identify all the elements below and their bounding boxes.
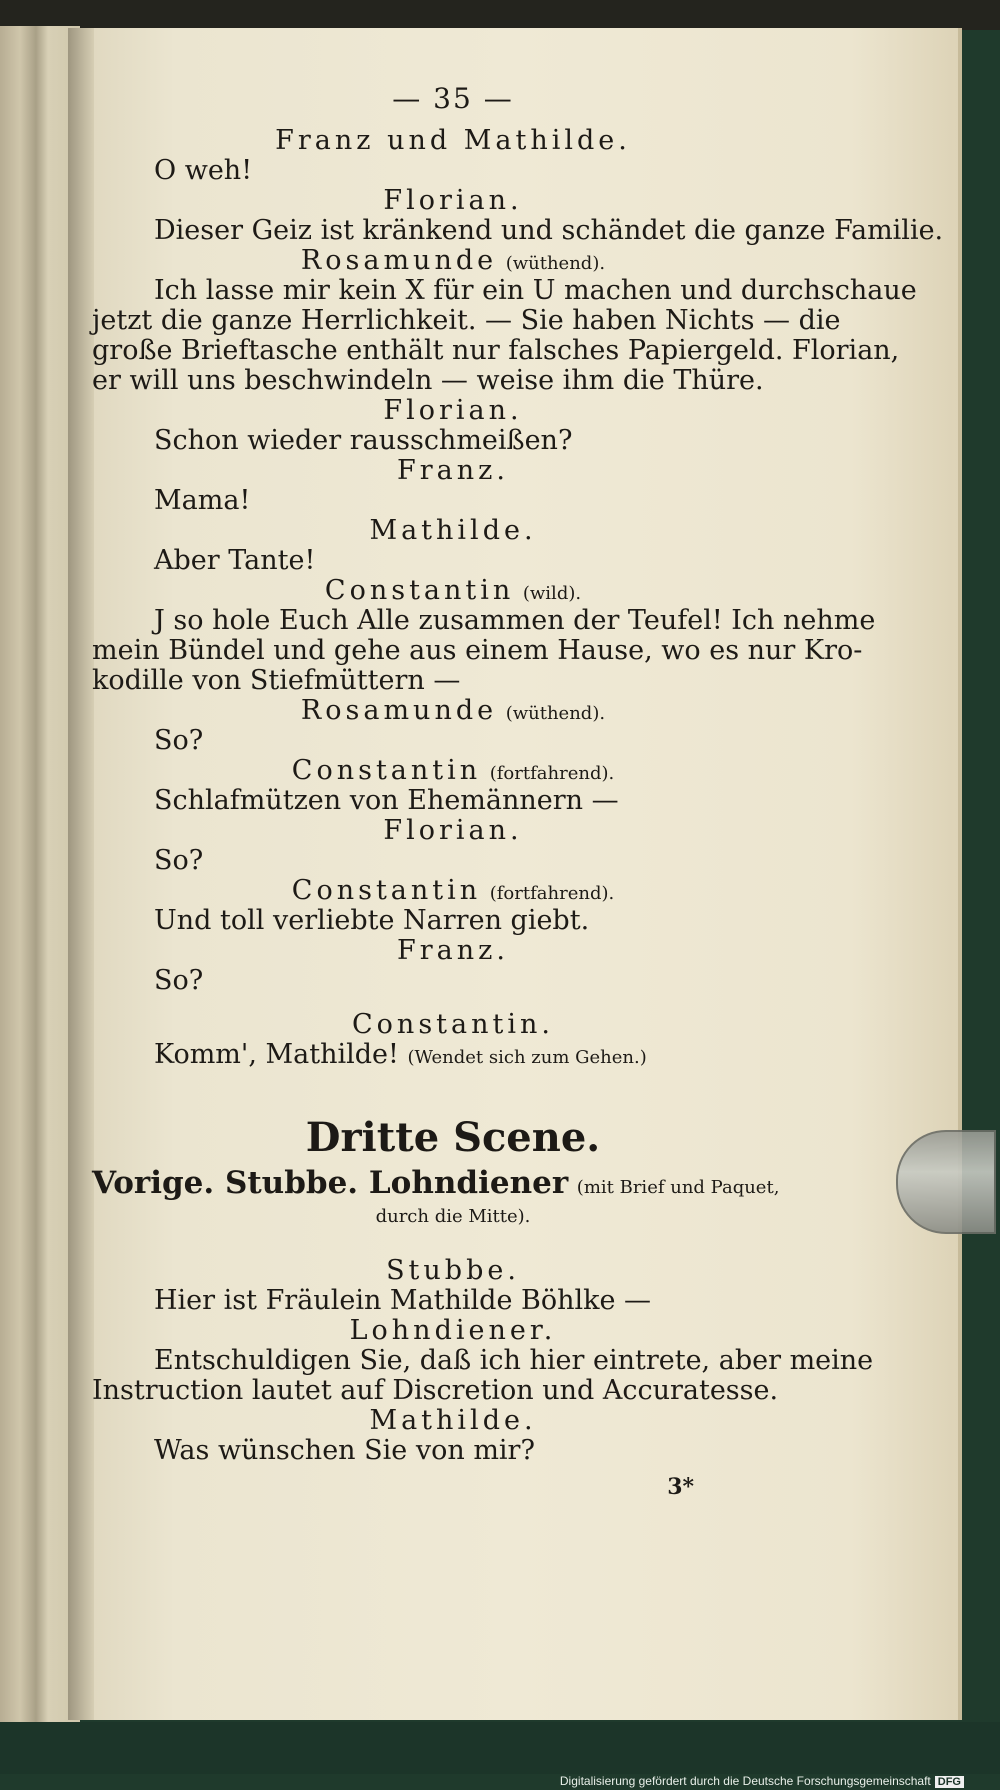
stage-direction: (Wendet sich zum Gehen.) xyxy=(407,1047,647,1068)
stage-direction: (fortfahrend). xyxy=(489,883,615,904)
dialogue-line: Dieser Geiz ist kränkend und schändet die ganze Familie. xyxy=(154,215,944,246)
dialogue-line: Ich lasse mir kein X für ein U machen und durchschaue xyxy=(154,275,917,306)
dialogue-line: er will uns beschwindeln — weise ihm die Thüre. xyxy=(92,365,764,396)
dialogue-text: Komm', Mathilde! xyxy=(154,1039,399,1070)
speaker-label: Mathilde. xyxy=(369,1405,537,1436)
speaker-label: Mathilde. xyxy=(369,515,537,546)
dialogue-line: Was wünschen Sie von mir? xyxy=(154,1435,535,1466)
scan-bottom-border xyxy=(0,1722,1000,1774)
signature-mark: 3* xyxy=(667,1474,694,1500)
speaker-name: Rosamunde xyxy=(300,245,498,276)
speaker-label: Franz und Mathilde. xyxy=(275,125,631,156)
dialogue-line: Entschuldigen Sie, daß ich hier eintrete, aber meine xyxy=(154,1345,874,1376)
speaker-name: Rosamunde xyxy=(300,695,498,726)
dialogue-line: Schon wieder rausschmeißen? xyxy=(154,425,573,456)
speaker-label: Stubbe. xyxy=(386,1255,520,1286)
page-text xyxy=(92,82,944,1502)
speaker-label xyxy=(92,876,814,906)
dialogue-line: Aber Tante! xyxy=(154,545,316,576)
speaker-label: Lohndiener. xyxy=(349,1315,557,1346)
speaker-label xyxy=(92,696,814,726)
stage-direction: (wüthend). xyxy=(505,703,606,724)
dialogue-line: Mama! xyxy=(154,485,251,516)
speaker-name: Constantin xyxy=(291,755,482,786)
speaker-label: Florian. xyxy=(383,185,523,216)
dialogue-line xyxy=(92,1040,814,1070)
scan-top-border xyxy=(0,0,1000,30)
cast-names: Vorige. Stubbe. Lohndiener xyxy=(92,1165,569,1201)
page-number: — 35 — xyxy=(392,82,514,115)
speaker-label: Florian. xyxy=(383,815,523,846)
speaker-label xyxy=(92,756,814,786)
dialogue-line: kodille von Stiefmüttern — xyxy=(92,665,461,696)
credit-text: Digitalisierung gefördert durch die Deutsche Forschungsgemeinschaft xyxy=(559,1774,931,1788)
dialogue-line: große Brieftasche enthält nur falsches Papiergeld. Florian, xyxy=(92,335,900,366)
cast-line xyxy=(92,1164,814,1202)
dialogue-line: Hier ist Fräulein Mathilde Böhlke — xyxy=(154,1285,652,1316)
speaker-label xyxy=(92,576,814,606)
speaker-label: Franz. xyxy=(397,935,509,966)
speaker-label: Constantin. xyxy=(352,1009,554,1040)
speaker-label: Franz. xyxy=(397,455,509,486)
stage-direction: (wild). xyxy=(522,583,582,604)
page-gutter-shadow xyxy=(68,28,94,1720)
dialogue-line: So? xyxy=(154,965,204,996)
dialogue-line: mein Bündel und gehe aus einem Hause, wo es nur Kro- xyxy=(92,635,863,666)
speaker-name: Constantin xyxy=(291,875,482,906)
stage-direction: (mit Brief und Paquet, xyxy=(576,1177,780,1198)
dialogue-line: Und toll verliebte Narren giebt. xyxy=(154,905,590,936)
stage-direction: (wüthend). xyxy=(505,253,606,274)
dialogue-line: So? xyxy=(154,845,204,876)
dialogue-line: J so hole Euch Alle zusammen der Teufel! Ich nehme xyxy=(154,605,876,636)
dialogue-line: Instruction lautet auf Discretion und Accuratesse. xyxy=(92,1375,779,1406)
speaker-label xyxy=(92,246,814,276)
dialogue-line: O weh! xyxy=(154,155,253,186)
speaker-name: Constantin xyxy=(324,575,515,606)
scene-title: Dritte Scene. xyxy=(305,1114,601,1161)
dialogue-line: Schlafmützen von Ehemännern — xyxy=(154,785,619,816)
dfg-logo: DFG xyxy=(935,1776,964,1788)
speaker-label: Florian. xyxy=(383,395,523,426)
digitization-credit xyxy=(560,1774,964,1788)
dialogue-line: So? xyxy=(154,725,204,756)
dialogue-line: jetzt die ganze Herrlichkeit. — Sie haben Nichts — die xyxy=(92,305,841,336)
page-clip-icon xyxy=(896,1130,996,1234)
stage-direction: (fortfahrend). xyxy=(489,763,615,784)
stage-direction: durch die Mitte). xyxy=(375,1206,531,1227)
